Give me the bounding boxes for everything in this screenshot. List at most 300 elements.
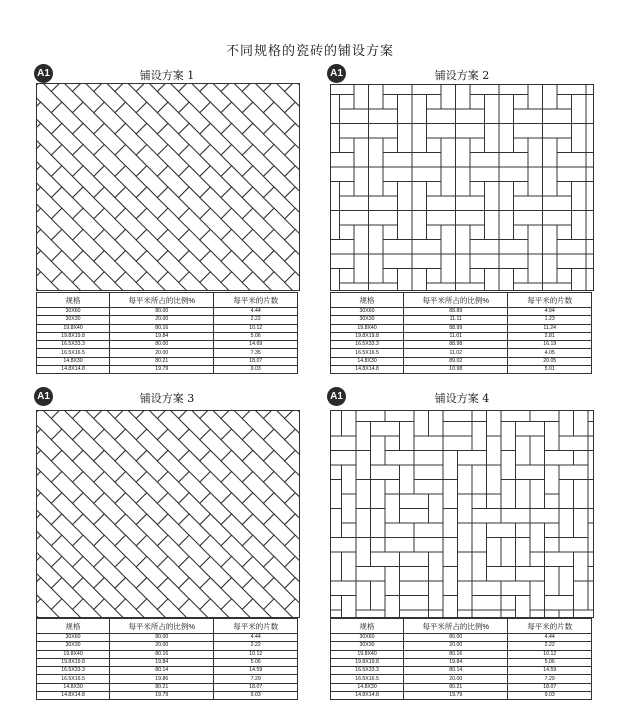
table-cell: 19.8X40 [331, 324, 404, 332]
table-cell: 19.79 [110, 366, 214, 374]
table-cell: 16.5X33.3 [331, 341, 404, 349]
table-cell: 11.01 [404, 332, 508, 340]
small-tile [340, 182, 355, 197]
plan-title: 铺设方案 3 [139, 392, 195, 405]
tile [572, 269, 587, 291]
tile [443, 436, 472, 451]
tile [543, 211, 572, 226]
tile [443, 567, 458, 596]
tile [331, 581, 356, 596]
page-title: 不同规格的瓷砖的铺设方案 [225, 44, 394, 59]
tile [383, 85, 412, 95]
small-tile [514, 95, 529, 110]
tile [557, 240, 586, 255]
tile [385, 451, 414, 466]
table-row [37, 341, 298, 349]
tile [331, 153, 354, 168]
table-cell: 30X60 [331, 634, 404, 642]
tile [559, 509, 574, 538]
tile [356, 509, 371, 538]
tile [369, 167, 384, 196]
tile [340, 124, 369, 139]
table-row [331, 366, 592, 374]
tile [485, 124, 500, 153]
tile [516, 436, 531, 465]
tile [398, 211, 413, 240]
tile [369, 254, 384, 283]
tile [559, 465, 588, 480]
tile [398, 269, 413, 291]
tile [342, 465, 357, 494]
tile [543, 167, 558, 196]
tile [400, 581, 429, 596]
tile [400, 494, 429, 509]
table-cell: 20.00 [404, 642, 508, 650]
table-cell: 16.5X16.5 [331, 675, 404, 683]
table-row [331, 308, 592, 316]
table-cell: 30X30 [331, 642, 404, 650]
tile [501, 411, 530, 422]
table-row [37, 366, 298, 374]
small-tile [530, 610, 545, 617]
tile [385, 411, 414, 422]
tile [501, 451, 516, 480]
tile [331, 480, 342, 509]
plan-title: 铺设方案 1 [139, 69, 195, 82]
tile [385, 567, 400, 596]
tile [340, 109, 369, 124]
tile [559, 538, 588, 553]
tile [586, 211, 593, 240]
table-row [331, 658, 592, 666]
tile [356, 567, 385, 582]
table-cell: 19.84 [404, 658, 508, 666]
table-cell: 19.84 [110, 658, 214, 666]
tile [543, 85, 558, 109]
tile [412, 254, 441, 269]
tile [342, 411, 357, 436]
tile [501, 480, 516, 509]
tile [356, 538, 371, 567]
tile [414, 538, 443, 553]
tile [427, 196, 456, 211]
tile [499, 95, 514, 124]
table-header-cell: 每平米的片数 [508, 293, 592, 308]
tile [574, 552, 589, 581]
tile [369, 283, 398, 290]
tile [588, 480, 593, 509]
tile [501, 581, 530, 596]
table-cell: 80.00 [110, 634, 214, 642]
tile [456, 109, 485, 124]
small-tile [545, 538, 560, 553]
small-tile [557, 269, 572, 284]
tile [458, 494, 473, 523]
table-row [37, 683, 298, 691]
tile [412, 211, 427, 240]
small-tile [472, 494, 487, 509]
small-tile [383, 95, 398, 110]
table-row [331, 332, 592, 340]
tile [456, 85, 471, 109]
tile [588, 523, 593, 552]
tile [443, 596, 458, 618]
tile [412, 182, 427, 211]
small-tile [487, 494, 502, 509]
tile [456, 225, 471, 254]
table-row [331, 642, 592, 650]
tile [371, 480, 386, 509]
tile [543, 124, 572, 139]
tile [414, 436, 443, 451]
table-cell: 80.21 [110, 683, 214, 691]
tile [530, 509, 559, 524]
tile [456, 124, 485, 139]
small-tile [557, 225, 572, 240]
tile [342, 552, 357, 581]
tile [398, 124, 413, 153]
table-row [37, 332, 298, 340]
tile [574, 509, 589, 538]
a1-badge: A1 [34, 387, 53, 406]
table-row [37, 357, 298, 365]
tile [557, 85, 586, 95]
tile [472, 552, 487, 581]
tile [516, 465, 545, 480]
table-row [331, 650, 592, 658]
table-cell: 20.00 [110, 316, 214, 324]
tile [487, 465, 502, 494]
table-cell: 30X30 [331, 316, 404, 324]
tile [530, 480, 545, 509]
tile-pattern-pinwheel [330, 84, 594, 291]
table-header-cell: 每平米的片数 [508, 619, 592, 634]
tile [429, 494, 444, 523]
table-cell: 19.8X19.8 [37, 658, 110, 666]
tile [331, 436, 356, 451]
small-tile [545, 494, 560, 509]
tile [501, 509, 530, 524]
tile [559, 480, 574, 509]
table-row [37, 349, 298, 357]
small-tile [514, 182, 529, 197]
tile [528, 254, 543, 283]
table-row [331, 316, 592, 324]
table-cell: 14.8X30 [331, 683, 404, 691]
tile [340, 196, 369, 211]
tile [356, 411, 385, 422]
tile [412, 85, 441, 95]
table-cell: 14.8X30 [37, 357, 110, 365]
table-cell: 30X60 [37, 634, 110, 642]
table-row [37, 324, 298, 332]
table-header-cell: 每平米所占的比例% [110, 619, 214, 634]
tile [574, 581, 589, 610]
table-cell: 16.5X33.3 [37, 667, 110, 675]
table-header-cell: 每平米的片数 [214, 293, 298, 308]
table-header-cell: 规格 [37, 619, 110, 634]
tile [586, 153, 593, 168]
table-cell: 7.29 [508, 675, 592, 683]
tile [574, 610, 594, 617]
tile [588, 509, 593, 524]
tile [429, 610, 444, 617]
table-cell: 9.03 [214, 366, 298, 374]
table-header-cell: 每平米所占的比例% [404, 293, 508, 308]
table-cell: 88.89 [404, 308, 508, 316]
tile [356, 451, 371, 480]
tile [414, 411, 429, 436]
table-cell: 5.06 [508, 658, 592, 666]
table-cell: 20.00 [110, 642, 214, 650]
tile [574, 480, 589, 509]
tile [456, 283, 485, 290]
table-cell: 19.79 [110, 692, 214, 700]
tile [572, 124, 587, 153]
tile [342, 596, 357, 618]
tile [545, 596, 574, 611]
table-cell: 80.21 [110, 357, 214, 365]
tile [331, 411, 342, 436]
tile [331, 610, 342, 617]
tile [528, 85, 543, 109]
tile [485, 95, 500, 124]
tile [331, 182, 340, 211]
tile [543, 196, 572, 211]
tile [441, 85, 456, 109]
tile [572, 182, 587, 211]
tile [487, 523, 516, 538]
tile [472, 596, 501, 611]
small-tile [340, 138, 355, 153]
table-cell: 11.02 [404, 349, 508, 357]
tile [356, 581, 371, 610]
tile [485, 269, 500, 291]
tile [400, 552, 429, 567]
tile [528, 225, 543, 254]
table-row [331, 341, 592, 349]
tile [530, 411, 559, 422]
tile [354, 254, 369, 283]
tile [371, 552, 400, 567]
table-cell: 5.01 [508, 366, 592, 374]
small-tile [383, 138, 398, 153]
tile [398, 182, 413, 211]
tile [354, 167, 369, 196]
tile [458, 465, 473, 494]
tile [331, 85, 354, 95]
tile [559, 610, 574, 617]
table-cell: 14.8X14.8 [331, 692, 404, 700]
table-row [37, 634, 298, 642]
tile [441, 254, 456, 283]
table-cell: 19.8X19.8 [331, 332, 404, 340]
tile [385, 538, 414, 553]
table-cell: 80.00 [404, 634, 508, 642]
table-cell: 5.06 [214, 658, 298, 666]
tile [514, 211, 543, 226]
tile [427, 283, 456, 290]
tile [331, 552, 342, 581]
table-cell: 16.5X33.3 [37, 341, 110, 349]
tile [369, 225, 384, 254]
tile [458, 523, 473, 552]
tile [499, 240, 528, 255]
tile [588, 411, 593, 422]
table-cell: 2.22 [214, 316, 298, 324]
tile [499, 124, 514, 153]
tile [441, 225, 456, 254]
tile [400, 422, 415, 451]
tile [586, 240, 593, 255]
tile [557, 167, 586, 182]
table-cell: 19.8X19.8 [37, 332, 110, 340]
table-row [37, 650, 298, 658]
tile [470, 85, 499, 95]
tile [514, 283, 543, 290]
tile [499, 182, 514, 211]
tile [485, 182, 500, 211]
tile [588, 581, 593, 610]
table-cell: 88.98 [404, 341, 508, 349]
table-header-cell: 每平米所占的比例% [404, 619, 508, 634]
table-row [331, 692, 592, 700]
tile [429, 581, 444, 610]
tile-pattern-herringbone [36, 83, 300, 291]
tile [458, 581, 473, 610]
tile [371, 509, 386, 538]
small-tile [501, 596, 516, 611]
tile [516, 538, 531, 567]
small-tile [383, 182, 398, 197]
tile [412, 240, 441, 255]
table-cell: 30X30 [37, 642, 110, 650]
table-cell: 10.12 [508, 650, 592, 658]
tile [340, 283, 369, 290]
tile [470, 167, 499, 182]
table-header-cell: 每平米的片数 [214, 619, 298, 634]
tile [458, 610, 473, 617]
tile [342, 494, 357, 523]
tile [429, 552, 444, 581]
tile [412, 167, 441, 182]
tile [530, 523, 545, 552]
plan-title: 铺设方案 4 [434, 392, 490, 405]
small-tile [588, 436, 593, 451]
tile [427, 109, 456, 124]
small-tile [342, 523, 357, 538]
tile [414, 465, 443, 480]
tile [514, 196, 543, 211]
tile [572, 95, 587, 124]
tile [369, 124, 398, 139]
small-tile [574, 451, 589, 466]
table-row [331, 349, 592, 357]
tile [485, 211, 500, 240]
tile [487, 538, 502, 567]
tile [400, 509, 429, 524]
table-cell: 19.8X19.8 [331, 658, 404, 666]
tile [588, 451, 593, 480]
small-tile [472, 411, 487, 422]
table-cell: 30X60 [331, 308, 404, 316]
a1-badge: A1 [327, 387, 346, 406]
tile [559, 567, 574, 596]
tile [516, 422, 545, 437]
table-header-cell: 每平米所占的比例% [110, 293, 214, 308]
table-row [37, 308, 298, 316]
tile [586, 85, 593, 95]
small-tile [470, 95, 485, 110]
table-cell: 16.5X16.5 [331, 349, 404, 357]
tile [331, 240, 354, 255]
tile [557, 254, 586, 269]
small-tile [371, 538, 386, 553]
small-tile [470, 225, 485, 240]
table-cell: 80.00 [110, 341, 214, 349]
tile [356, 422, 371, 451]
table-cell: 80.14 [404, 667, 508, 675]
table-cell: 4.94 [508, 308, 592, 316]
tile [472, 523, 487, 552]
tile [441, 167, 456, 196]
tile [443, 538, 458, 567]
table-cell: 80.14 [110, 667, 214, 675]
tile [458, 451, 487, 466]
tile [472, 610, 501, 617]
table-header-cell: 规格 [331, 619, 404, 634]
table-cell: 14.8X14.8 [37, 366, 110, 374]
table-header-cell: 规格 [331, 293, 404, 308]
table-header-cell: 规格 [37, 293, 110, 308]
tile [412, 95, 427, 124]
spec-table [36, 292, 298, 374]
table-row [37, 675, 298, 683]
tile [514, 109, 543, 124]
tile [516, 480, 531, 509]
table-cell: 19.79 [404, 692, 508, 700]
tile [528, 138, 543, 167]
tile [557, 153, 586, 168]
table-cell: 14.59 [214, 667, 298, 675]
table-cell: 2.81 [508, 332, 592, 340]
small-tile [545, 523, 560, 538]
tile [543, 138, 558, 167]
table-cell: 9.03 [508, 692, 592, 700]
small-tile [530, 552, 545, 567]
table-row [331, 683, 592, 691]
table-cell: 4.44 [214, 634, 298, 642]
spec-table [36, 618, 298, 700]
table-cell: 19.8X40 [37, 324, 110, 332]
table-cell: 19.86 [110, 675, 214, 683]
table-cell: 14.8X30 [37, 683, 110, 691]
table-cell: 80.21 [404, 683, 508, 691]
small-tile [514, 138, 529, 153]
tile [383, 240, 412, 255]
tile [369, 85, 384, 109]
tile [458, 552, 473, 581]
tile [516, 596, 531, 618]
tile [400, 596, 429, 611]
tile [545, 552, 574, 567]
table-row [331, 634, 592, 642]
table-cell: 10.98 [404, 366, 508, 374]
tile [400, 567, 429, 582]
table-cell: 1.23 [508, 316, 592, 324]
tile [586, 182, 593, 211]
tile [331, 451, 356, 466]
